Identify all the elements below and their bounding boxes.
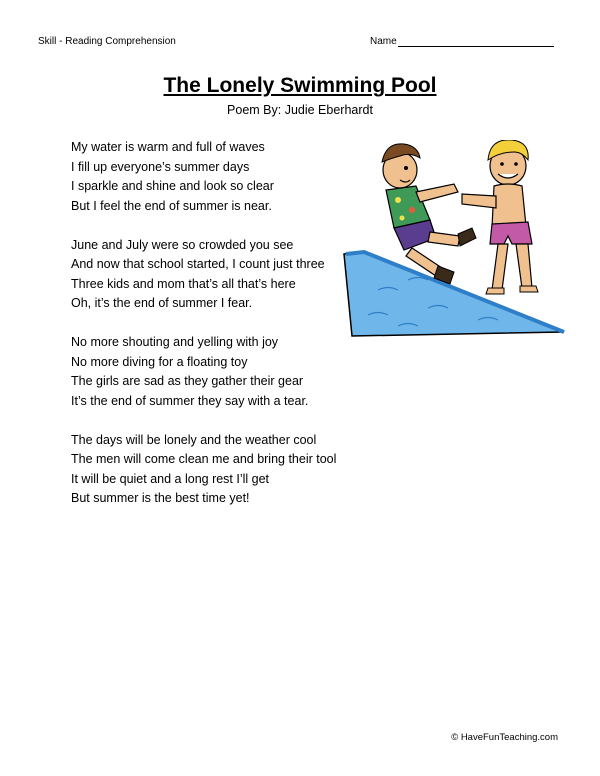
name-line[interactable] (398, 36, 554, 47)
pushing-boy (462, 140, 538, 294)
pool-kids-illustration (338, 140, 570, 340)
poem-line: But I feel the end of summer is near. (71, 198, 272, 213)
poem-line: The girls are sad as they gather their gear (71, 374, 304, 388)
poem-line: No more diving for a floating toy (71, 354, 248, 369)
poem-line: It will be quiet and a long rest I’ll get (71, 471, 270, 486)
poem-line: The men will come clean me and bring their tool (71, 452, 337, 466)
page-title: The Lonely Swimming Pool (163, 74, 437, 97)
pool-water (344, 252, 564, 336)
poem-line: I fill up everyone’s summer days (71, 159, 250, 174)
stanza (71, 138, 361, 216)
poem-line: And now that school started, I count just three (71, 257, 325, 271)
poem-line: June and July were so crowded you see (71, 237, 294, 252)
poem-line: I sparkle and shine and look so clear (71, 179, 274, 193)
poem-line: No more shouting and yelling with joy (71, 335, 279, 349)
name-field[interactable] (370, 36, 554, 47)
poem-line: The days will be lonely and the weather cool (71, 432, 317, 447)
poem-line: Three kids and mom that’s all that’s here (71, 276, 296, 291)
poem-line: But summer is the best time yet! (71, 491, 250, 505)
stanza (71, 333, 361, 411)
name-label: Name (370, 36, 397, 47)
copyright-footer: © HaveFunTeaching.com (451, 732, 558, 743)
stanza (71, 236, 361, 314)
poem-line: Oh, it’s the end of summer I fear. (71, 296, 253, 310)
poem-line: My water is warm and full of waves (71, 140, 265, 154)
skill-label: Skill - Reading Comprehension (38, 36, 176, 47)
stanza (71, 431, 361, 509)
poem-byline: Poem By: Judie Eberhardt (227, 103, 373, 117)
poem (71, 138, 361, 528)
poem-line: It’s the end of summer they say with a tear. (71, 393, 309, 408)
